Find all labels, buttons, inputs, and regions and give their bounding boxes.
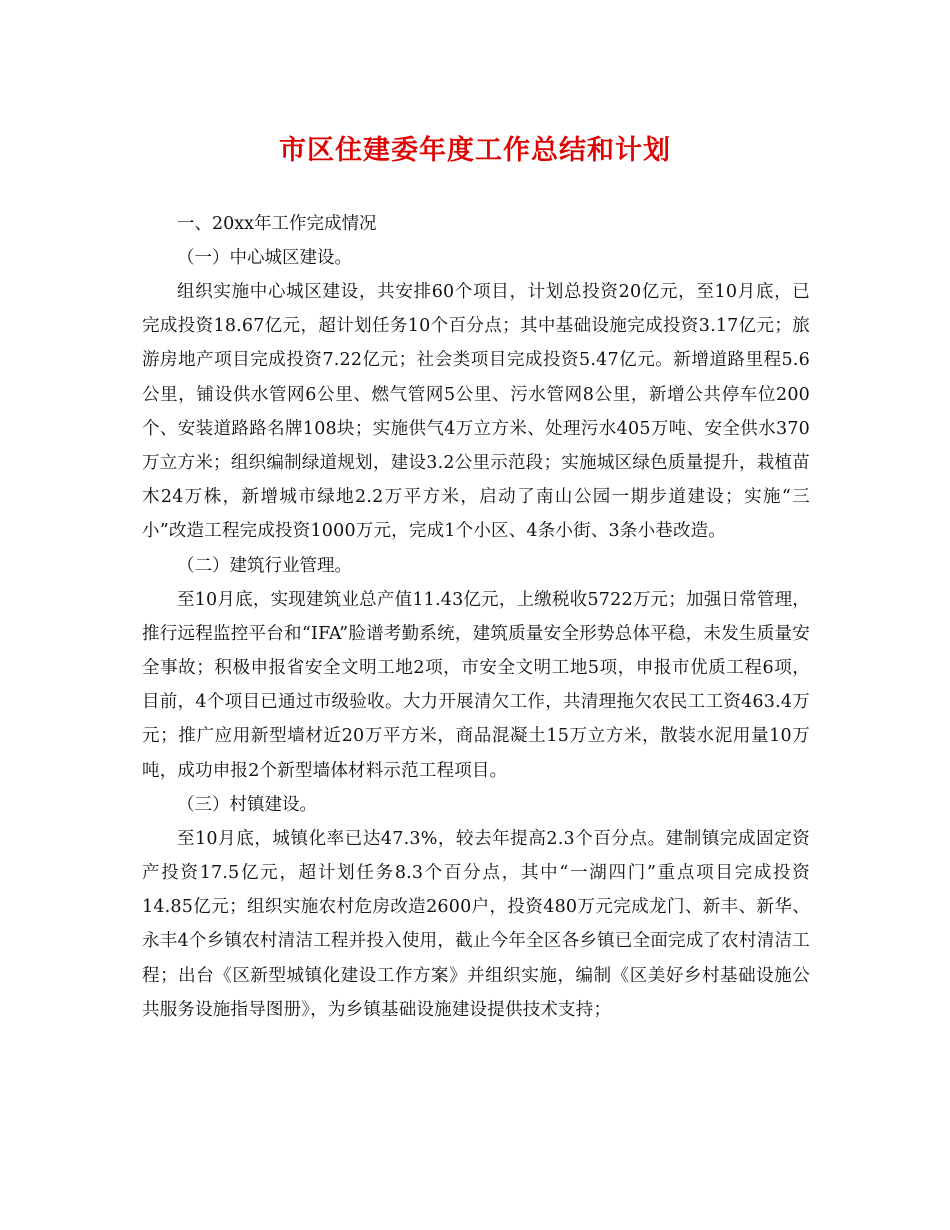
section-heading-central-city: （一）中心城区建设。 — [177, 248, 352, 268]
section-heading-village-town: （三）村镇建设。 — [177, 794, 317, 815]
paragraph-central-city: 组织实施中心城区建设，共安排60个项目，计划总投资20亿元，至10月底，已完成投资18.67亿元，超计划任务10个百分点；其中基础设施完成投资3.17亿元；旅游房地产项目完成投资7.22亿元；社会类项目完成投资5.47亿元。新增道路里程5.6公里，铺设供水管网6公里、燃气管网5公里、污水管网8公里，新增公共停车位200个、安装道路路名牌108块；实施供气4万立方米、处理污水405万吨、安全供水370万立方米；组织编制绿道规划，建设3.2公里示范段；实施城区绿色质量提升，栽植苗木24万株，新增城市绿地2.2万平方米，启动了南山公园一期步道建设；实施“三小”改造工程完成投资1000万元，完成1个小区、4条小街、3条小巷改造。 — [142, 282, 810, 542]
section-heading-1: 一、20xx年工作完成情况 — [177, 214, 377, 234]
paragraph-construction-industry: 至10月底，实现建筑业总产值11.43亿元，上缴税收5722万元；加强日常管理，推行远程监控平台和“IFA”脸谱考勤系统，建筑质量安全形势总体平稳，未发生质量安全事故；积极申报省安全文明工地2项，市安全文明工地5项，申报市优质工程6项，目前，4个项目已通过市级验收。大力开展清欠工作，共清理拖欠农民工工资463.4万元；推广应用新型墙材近20万平方米，商品混凝土15万立方米，散装水泥用量10万吨，成功申报2个新型墙体材料示范工程项目。 — [142, 589, 810, 781]
document-title: 市区住建委年度工作总结和计划 — [279, 135, 671, 166]
section-heading-construction-industry: （二）建筑行业管理。 — [177, 555, 352, 576]
document-body — [142, 207, 810, 1027]
paragraph-village-town: 至10月底，城镇化率已达47.3%，较去年提高2.3个百分点。建制镇完成固定资产投资17.5亿元，超计划任务8.3个百分点，其中“一湖四门”重点项目完成投资14.85亿元；组织实施农村危房改造2600户，投资480万元完成龙门、新丰、新华、永丰4个乡镇农村清洁工程并投入使用，截止今年全区各乡镇已全面完成了农村清洁工程；出台《区新型城镇化建设工作方案》并组织实施，编制《区美好乡村基础设施公共服务设施指导图册》，为乡镇基础设施建设提供技术支持； — [142, 828, 810, 1020]
